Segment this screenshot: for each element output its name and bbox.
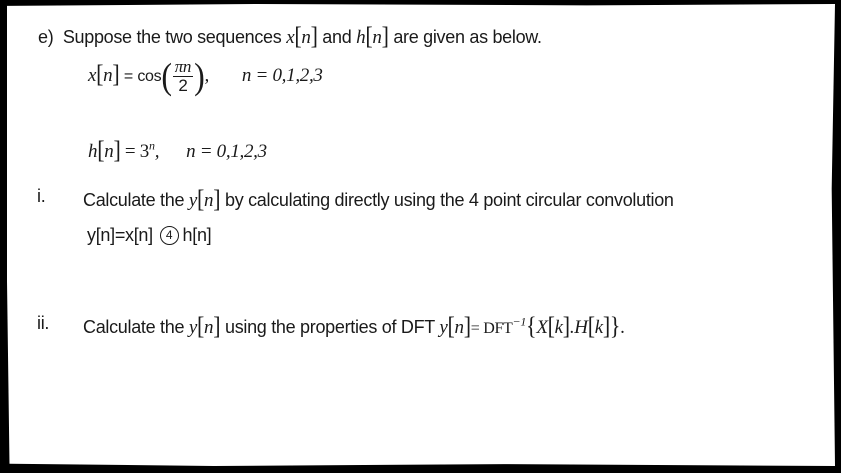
part-ii-text: Calculate the y[n] using the properties of DFT $y[n]= DFT^{-1}\{X[k].H[k]\}$. bbox=[83, 311, 625, 340]
equation-h-domain: n = 0,1,2,3 bbox=[186, 141, 267, 162]
equation-x-domain: n = 0,1,2,3 bbox=[241, 64, 323, 86]
intro-and: and bbox=[322, 27, 352, 47]
circular-convolution-symbol: 4 bbox=[160, 226, 179, 245]
equation-h: $h[n] = 3^n$, n = 0,1,2,3 bbox=[88, 135, 267, 164]
intro-x-var: x[n] bbox=[286, 21, 318, 50]
part-i-convolution: y[n]=x[n] 4 h[n] bbox=[87, 225, 212, 245]
problem-statement bbox=[38, 23, 542, 49]
intro-text-b: are given as below. bbox=[393, 27, 542, 47]
dft-formula: $y[n]= DFT^{-1}\{X[k].H[k]\}$. bbox=[439, 311, 625, 340]
part-i-text: Calculate the y[n] by calculating directly using the 4 point circular convolution bbox=[83, 184, 674, 213]
equation-x: x[n] = cos( $\frac{\pi n}{2}$ ), n = 0,1,2,3 bbox=[88, 55, 323, 97]
intro-h-var: h[n] bbox=[356, 21, 389, 50]
intro-text-a: Suppose the two sequences bbox=[62, 27, 282, 47]
problem-label: e) bbox=[38, 27, 54, 47]
fraction: $\frac{\pi n}{2}$ bbox=[174, 57, 192, 95]
part-i-label: i. bbox=[37, 186, 46, 206]
part-ii-label: ii. bbox=[37, 313, 50, 333]
